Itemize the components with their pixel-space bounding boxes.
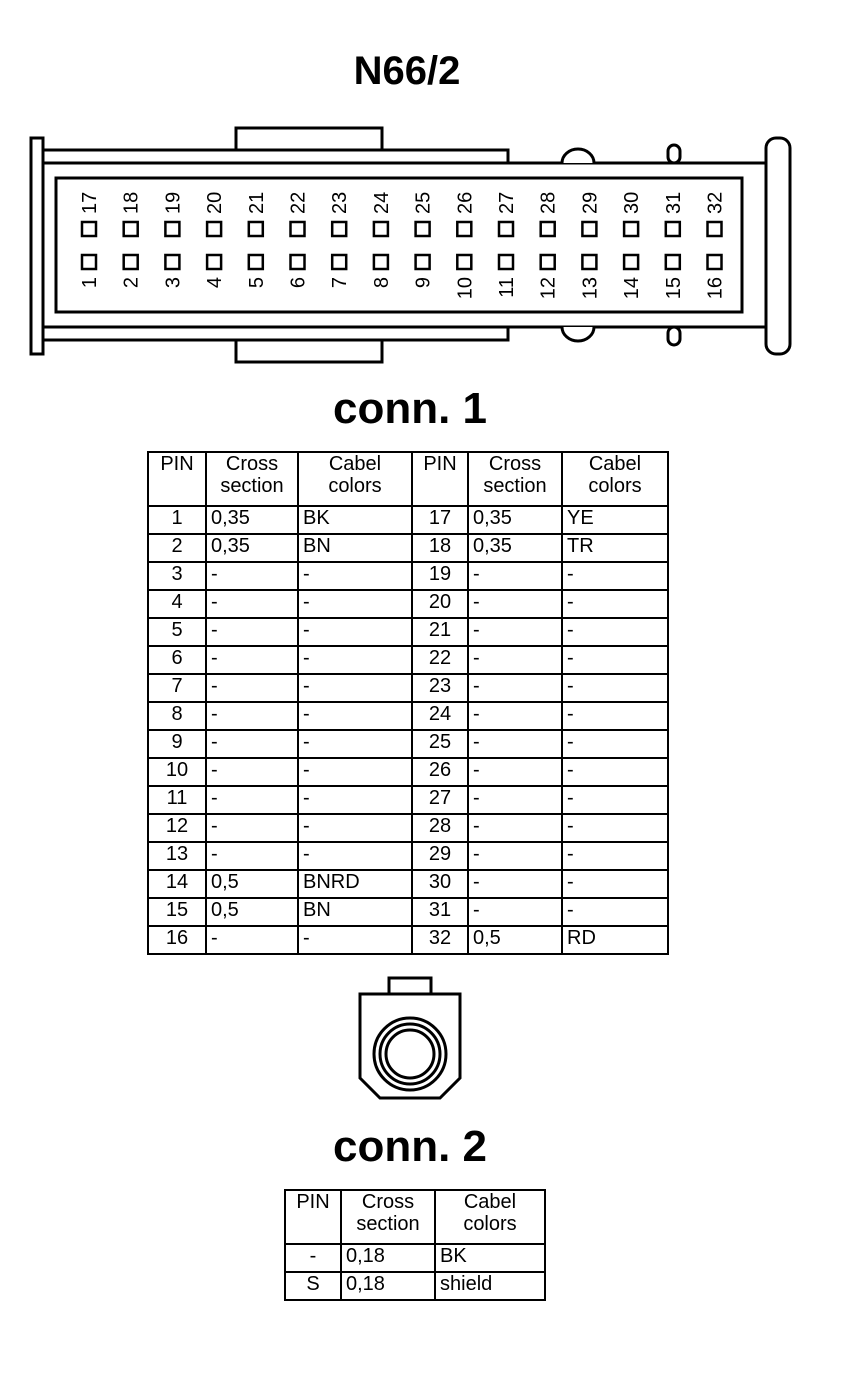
pin-number-cell: 16 bbox=[148, 926, 206, 954]
pin-label-bottom: 12 bbox=[537, 277, 560, 300]
pin-number-cell: 2 bbox=[148, 534, 206, 562]
pin-label-top: 32 bbox=[704, 191, 727, 214]
pin-label-top: 23 bbox=[329, 191, 352, 214]
conn2-top-tab bbox=[389, 978, 431, 994]
cross-section-cell: - bbox=[206, 814, 298, 842]
pin-number-cell: 21 bbox=[412, 618, 468, 646]
pin-label-bottom: 10 bbox=[454, 277, 477, 300]
pin-number-cell: 24 bbox=[412, 702, 468, 730]
table-row bbox=[148, 534, 668, 562]
cross-section-cell: - bbox=[468, 562, 562, 590]
pin-label-bottom: 3 bbox=[162, 277, 185, 289]
pin-label-top: 24 bbox=[370, 191, 393, 214]
cross-section-cell: - bbox=[468, 590, 562, 618]
cross-section-cell: 0,18 bbox=[341, 1272, 435, 1300]
cross-section-cell: 0,35 bbox=[206, 506, 298, 534]
cross-section-cell: 0,18 bbox=[341, 1244, 435, 1272]
pin-number-cell: 3 bbox=[148, 562, 206, 590]
cross-section-cell: - bbox=[468, 674, 562, 702]
connector-2-pin-table bbox=[284, 1189, 546, 1301]
pin-label-bottom: 11 bbox=[496, 277, 518, 298]
cable-color-cell: - bbox=[298, 702, 412, 730]
table-row bbox=[148, 758, 668, 786]
pin-label-bottom: 1 bbox=[79, 277, 101, 289]
connector-2-drawing bbox=[0, 970, 864, 1110]
pin-number-cell: 10 bbox=[148, 758, 206, 786]
pin-number-cell: 17 bbox=[412, 506, 468, 534]
pin-label-bottom: 8 bbox=[370, 277, 393, 289]
table-row bbox=[148, 926, 668, 954]
cable-color-cell: BN bbox=[298, 534, 412, 562]
cable-color-cell: - bbox=[298, 646, 412, 674]
table-row bbox=[148, 618, 668, 646]
bottom-bump bbox=[562, 327, 594, 341]
pin-label-bottom: 2 bbox=[120, 277, 143, 289]
cable-color-cell: - bbox=[562, 814, 668, 842]
cable-color-cell: - bbox=[562, 646, 668, 674]
cross-section-cell: - bbox=[468, 898, 562, 926]
cable-colors-header: Cabel colors bbox=[435, 1190, 545, 1244]
bottom-latch bbox=[236, 340, 382, 362]
cross-section-cell: - bbox=[206, 618, 298, 646]
cross-section-cell: - bbox=[206, 730, 298, 758]
pin-label-bottom: 14 bbox=[621, 277, 644, 300]
pin-number-cell: 23 bbox=[412, 674, 468, 702]
table-header-row bbox=[285, 1190, 545, 1244]
cross-section-cell: - bbox=[468, 870, 562, 898]
pin-label-bottom: 15 bbox=[662, 277, 685, 300]
cable-color-cell: - bbox=[298, 758, 412, 786]
cable-color-cell: BK bbox=[435, 1244, 545, 1272]
connector-2-title: conn. 2 bbox=[332, 1122, 488, 1171]
pin-number-cell: S bbox=[285, 1272, 341, 1300]
pin-number-cell: 30 bbox=[412, 870, 468, 898]
table-row bbox=[148, 590, 668, 618]
cable-color-cell: - bbox=[298, 926, 412, 954]
pin-number-cell: 29 bbox=[412, 842, 468, 870]
pin-number-cell: 26 bbox=[412, 758, 468, 786]
cross-section-cell: - bbox=[468, 842, 562, 870]
cross-section-cell: - bbox=[468, 618, 562, 646]
right-end-cap bbox=[766, 138, 790, 354]
pin-number-cell: 1 bbox=[148, 506, 206, 534]
pin-label-top: 21 bbox=[245, 191, 268, 214]
pin-number-cell: 31 bbox=[412, 898, 468, 926]
conn2-inner-ring bbox=[386, 1030, 434, 1078]
top-bump bbox=[562, 149, 594, 163]
top-clip bbox=[668, 145, 680, 163]
pin-number-cell: 25 bbox=[412, 730, 468, 758]
pin-number-cell: - bbox=[285, 1244, 341, 1272]
pin-label-top: 17 bbox=[79, 191, 101, 214]
cable-color-cell: - bbox=[562, 702, 668, 730]
pin-number-cell: 7 bbox=[148, 674, 206, 702]
pin-number-cell: 32 bbox=[412, 926, 468, 954]
cable-color-cell: - bbox=[298, 590, 412, 618]
pin-number-cell: 8 bbox=[148, 702, 206, 730]
component-title: N66/2 bbox=[353, 49, 461, 93]
table-row bbox=[148, 898, 668, 926]
cross-section-cell: 0,5 bbox=[206, 898, 298, 926]
pin-label-top: 31 bbox=[662, 191, 685, 214]
table-row bbox=[148, 646, 668, 674]
pin-label-top: 18 bbox=[120, 191, 143, 214]
table-row bbox=[148, 842, 668, 870]
table-row bbox=[148, 674, 668, 702]
cable-color-cell: - bbox=[562, 562, 668, 590]
cable-colors-header-2: Cabel colors bbox=[562, 452, 668, 506]
table-header-row bbox=[148, 452, 668, 506]
pin-number-cell: 11 bbox=[148, 786, 206, 814]
cable-color-cell: - bbox=[562, 786, 668, 814]
connector-1-pin-table bbox=[147, 451, 669, 955]
pin-number-cell: 4 bbox=[148, 590, 206, 618]
cable-color-cell: - bbox=[298, 730, 412, 758]
left-end-plate bbox=[31, 138, 43, 354]
pin-label-top: 20 bbox=[204, 191, 227, 214]
cable-color-cell: - bbox=[562, 758, 668, 786]
cable-color-cell: RD bbox=[562, 926, 668, 954]
cross-section-cell: - bbox=[206, 646, 298, 674]
pin-number-cell: 9 bbox=[148, 730, 206, 758]
cross-section-cell: - bbox=[468, 758, 562, 786]
pin-number-cell: 27 bbox=[412, 786, 468, 814]
cable-color-cell: BK bbox=[298, 506, 412, 534]
cross-section-cell: 0,5 bbox=[468, 926, 562, 954]
pin-label-top: 25 bbox=[412, 191, 435, 214]
cross-section-header-2: Cross section bbox=[468, 452, 562, 506]
pin-label-top: 19 bbox=[162, 191, 185, 214]
pin-number-cell: 6 bbox=[148, 646, 206, 674]
table-row bbox=[148, 562, 668, 590]
cable-color-cell: TR bbox=[562, 534, 668, 562]
bottom-clip bbox=[668, 327, 680, 345]
cross-section-cell: - bbox=[468, 646, 562, 674]
cable-color-cell: - bbox=[298, 814, 412, 842]
pin-label-bottom: 5 bbox=[245, 277, 268, 289]
pin-label-top: 26 bbox=[454, 191, 477, 214]
cable-color-cell: - bbox=[298, 562, 412, 590]
cross-section-cell: - bbox=[206, 562, 298, 590]
cable-color-cell: - bbox=[298, 786, 412, 814]
cable-color-cell: - bbox=[562, 898, 668, 926]
pin-label-bottom: 6 bbox=[287, 277, 310, 289]
pin-number-cell: 28 bbox=[412, 814, 468, 842]
cross-section-cell: - bbox=[468, 814, 562, 842]
pin-label-bottom: 13 bbox=[579, 277, 602, 300]
cable-color-cell: shield bbox=[435, 1272, 545, 1300]
cross-section-cell: - bbox=[206, 842, 298, 870]
pin-header: PIN bbox=[285, 1190, 341, 1244]
cross-section-header: Cross section bbox=[341, 1190, 435, 1244]
cable-colors-header: Cabel colors bbox=[298, 452, 412, 506]
cross-section-cell: - bbox=[206, 674, 298, 702]
cross-section-cell: - bbox=[468, 702, 562, 730]
cross-section-cell: - bbox=[468, 730, 562, 758]
pin-label-top: 29 bbox=[579, 191, 602, 214]
pin-label-top: 27 bbox=[496, 191, 518, 214]
pin-label-bottom: 4 bbox=[204, 277, 227, 289]
pin-number-cell: 15 bbox=[148, 898, 206, 926]
table-row bbox=[148, 702, 668, 730]
pin-label-bottom: 9 bbox=[412, 277, 435, 289]
connector-1-drawing bbox=[0, 0, 864, 380]
pin-label-top: 30 bbox=[621, 191, 644, 214]
pin-label-bottom: 16 bbox=[704, 277, 727, 300]
cross-section-cell: 0,35 bbox=[468, 506, 562, 534]
pin-number-cell: 20 bbox=[412, 590, 468, 618]
cross-section-cell: - bbox=[206, 702, 298, 730]
cable-color-cell: - bbox=[298, 674, 412, 702]
cross-section-cell: - bbox=[206, 590, 298, 618]
connector-1-title: conn. 1 bbox=[332, 384, 488, 433]
cable-color-cell: BNRD bbox=[298, 870, 412, 898]
cable-color-cell: - bbox=[562, 618, 668, 646]
table-row bbox=[285, 1272, 545, 1300]
pin-label-top: 22 bbox=[287, 191, 310, 214]
cable-color-cell: - bbox=[562, 730, 668, 758]
pin-number-cell: 19 bbox=[412, 562, 468, 590]
cable-color-cell: BN bbox=[298, 898, 412, 926]
pin-number-cell: 18 bbox=[412, 534, 468, 562]
cross-section-cell: 0,35 bbox=[468, 534, 562, 562]
cross-section-header: Cross section bbox=[206, 452, 298, 506]
pin-number-cell: 12 bbox=[148, 814, 206, 842]
table-row bbox=[148, 870, 668, 898]
table-row bbox=[148, 814, 668, 842]
pin-label-top: 28 bbox=[537, 191, 560, 214]
table-row bbox=[148, 730, 668, 758]
pin-number-cell: 13 bbox=[148, 842, 206, 870]
top-latch bbox=[236, 128, 382, 150]
cable-color-cell: - bbox=[562, 590, 668, 618]
cable-color-cell: - bbox=[298, 842, 412, 870]
cross-section-cell: - bbox=[206, 786, 298, 814]
cable-color-cell: - bbox=[562, 674, 668, 702]
table-row bbox=[285, 1244, 545, 1272]
pin-header-2: PIN bbox=[412, 452, 468, 506]
cross-section-cell: - bbox=[206, 926, 298, 954]
pin-number-cell: 5 bbox=[148, 618, 206, 646]
cable-color-cell: - bbox=[562, 842, 668, 870]
cross-section-cell: - bbox=[206, 758, 298, 786]
cable-color-cell: - bbox=[298, 618, 412, 646]
pin-header: PIN bbox=[148, 452, 206, 506]
cable-color-cell: YE bbox=[562, 506, 668, 534]
pin-number-cell: 14 bbox=[148, 870, 206, 898]
pin-label-bottom: 7 bbox=[329, 277, 352, 289]
cross-section-cell: 0,35 bbox=[206, 534, 298, 562]
pin-number-cell: 22 bbox=[412, 646, 468, 674]
cable-color-cell: - bbox=[562, 870, 668, 898]
table-row bbox=[148, 506, 668, 534]
cross-section-cell: - bbox=[468, 786, 562, 814]
table-row bbox=[148, 786, 668, 814]
cross-section-cell: 0,5 bbox=[206, 870, 298, 898]
